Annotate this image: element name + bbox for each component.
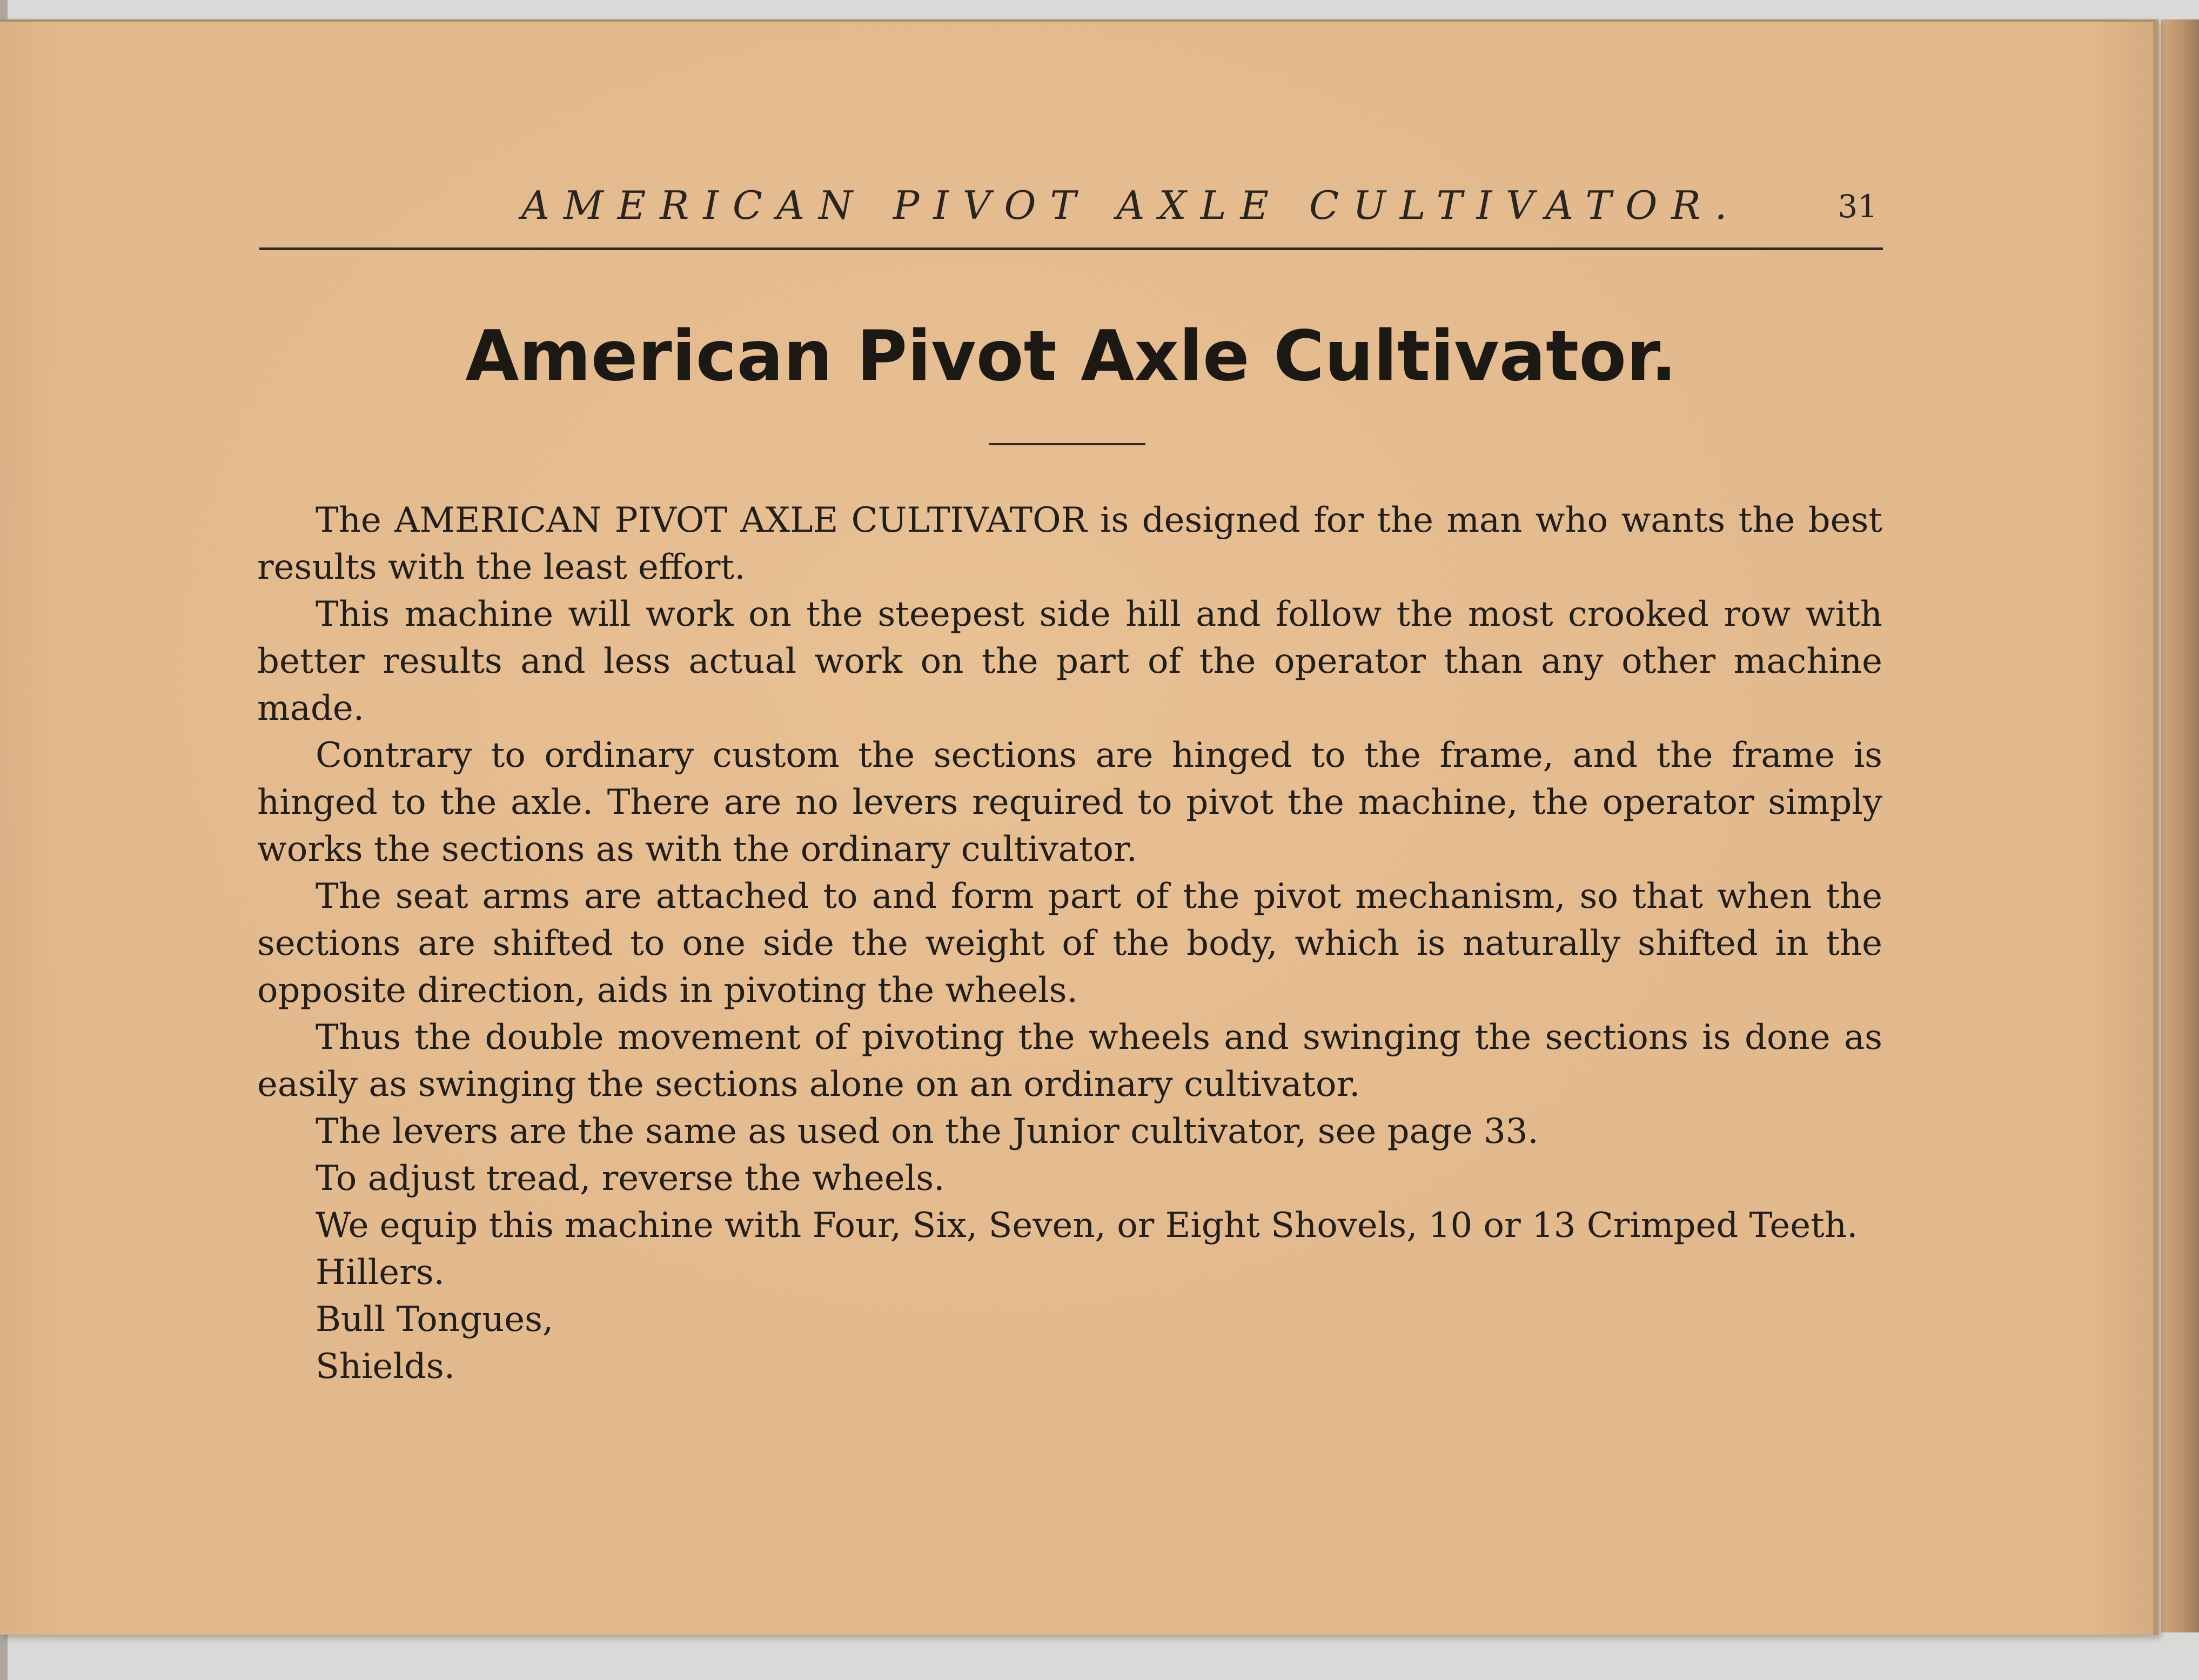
equipment-item: Hillers. — [316, 1253, 445, 1293]
paragraph: This machine will work on the steepest side hill and follow the most crooked row with better results and less actual work on the part of the operator than any other machine made. — [257, 594, 1882, 728]
running-title: AMERICAN PIVOT AXLE CULTIVATOR. — [521, 183, 1741, 228]
page-edge — [2161, 19, 2199, 1632]
page-title: American Pivot Axle Cultivator. — [465, 316, 1677, 397]
paragraph: The seat arms are attached to and form part of the pivot mechanism, so that when the sections are shifted to one side the weight of the body, which is naturally shifted in the opposite direction, aids in pivoting the wheels. — [257, 876, 1882, 1010]
header-rule — [259, 247, 1883, 250]
paragraph: The AMERICAN PIVOT AXLE CULTIVATOR is designed for the man who wants the best results with the least effort. — [257, 500, 1882, 587]
paragraph: Thus the double movement of pivoting the wheels and swinging the sections is done as easily as swinging the sections alone on an ordinary cultivator. — [257, 1018, 1882, 1105]
paragraph: To adjust tread, reverse the wheels. — [316, 1159, 945, 1199]
running-header — [259, 183, 1883, 247]
equipment-item: Bull Tongues, — [316, 1300, 554, 1340]
paragraph: Contrary to ordinary custom the sections are hinged to the frame, and the frame is hinged to the axle. There are no levers required to pivot the machine, the operator simply works the sections as with the ordinary cultivator. — [257, 735, 1882, 869]
body-text — [257, 497, 1882, 1390]
page-number: 31 — [1838, 188, 1878, 225]
title-rule — [989, 443, 1145, 445]
paragraph: The levers are the same as used on the Junior cultivator, see page 33. — [316, 1112, 1539, 1152]
equipment-item: Shields. — [316, 1347, 455, 1387]
book-page — [0, 19, 2158, 1635]
paragraph: We equip this machine with Four, Six, Seven, or Eight Shovels, 10 or 13 Crimped Teeth. — [316, 1206, 1858, 1246]
